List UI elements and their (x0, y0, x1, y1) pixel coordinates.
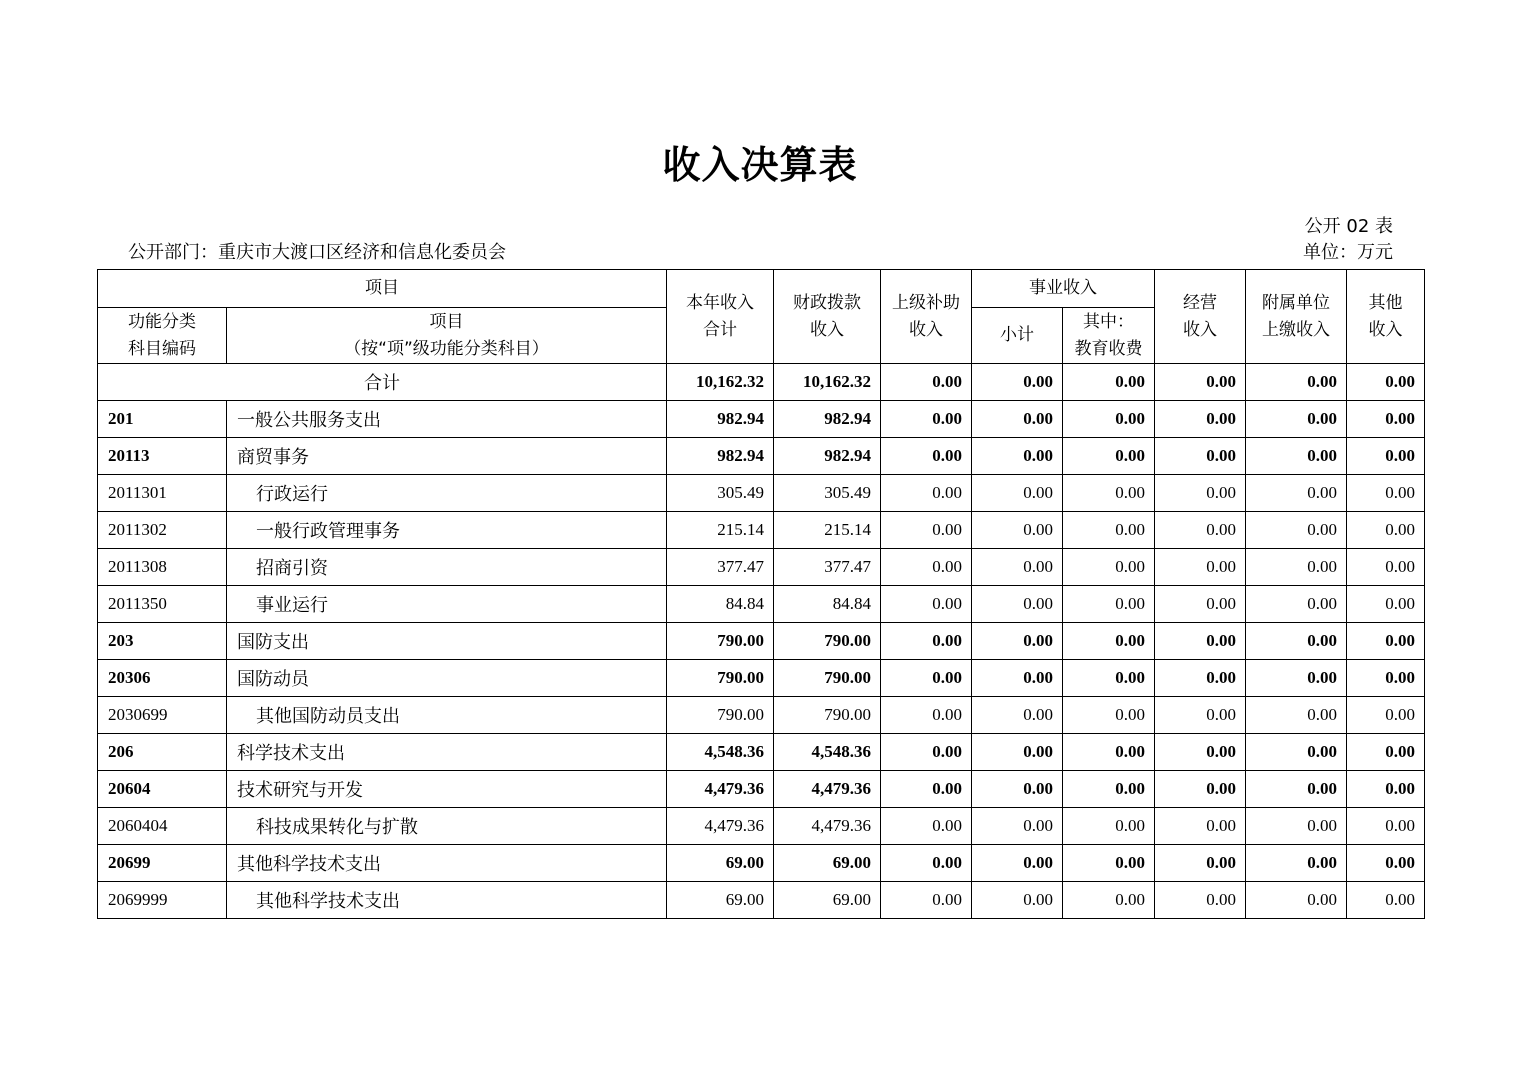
amount-cell: 790.00 (774, 660, 881, 697)
amount-cell: 0.00 (1063, 549, 1155, 586)
total-cell: 0.00 (1347, 364, 1425, 401)
amount-cell: 377.47 (774, 549, 881, 586)
amount-cell: 0.00 (1063, 882, 1155, 919)
amount-cell: 0.00 (1347, 401, 1425, 438)
amount-cell: 0.00 (972, 623, 1063, 660)
amount-cell: 0.00 (1155, 882, 1246, 919)
amount-cell: 0.00 (1246, 475, 1347, 512)
total-row (98, 364, 1425, 401)
amount-cell: 0.00 (972, 808, 1063, 845)
subject-code: 20113 (98, 438, 227, 475)
amount-cell: 4,479.36 (774, 808, 881, 845)
header-total: 本年收入 合计 (667, 270, 774, 364)
amount-cell: 790.00 (667, 697, 774, 734)
table-row (98, 697, 1425, 734)
amount-cell: 4,479.36 (774, 771, 881, 808)
subject-name: 一般行政管理事务 (227, 512, 667, 549)
amount-cell: 0.00 (1347, 845, 1425, 882)
amount-cell: 0.00 (1063, 475, 1155, 512)
amount-cell: 0.00 (881, 586, 972, 623)
table-row (98, 845, 1425, 882)
subject-name: 科学技术支出 (227, 734, 667, 771)
table-row (98, 549, 1425, 586)
amount-cell: 0.00 (881, 771, 972, 808)
amount-cell: 0.00 (1155, 771, 1246, 808)
amount-cell: 0.00 (972, 438, 1063, 475)
amount-cell: 0.00 (1155, 549, 1246, 586)
amount-cell: 0.00 (1063, 623, 1155, 660)
amount-cell: 0.00 (1246, 771, 1347, 808)
amount-cell: 0.00 (972, 882, 1063, 919)
header-fiscal: 财政拨款 收入 (774, 270, 881, 364)
amount-cell: 0.00 (1347, 734, 1425, 771)
amount-cell: 0.00 (1155, 660, 1246, 697)
amount-cell: 0.00 (1155, 438, 1246, 475)
amount-cell: 0.00 (972, 549, 1063, 586)
amount-cell: 0.00 (972, 512, 1063, 549)
amount-cell: 0.00 (1063, 734, 1155, 771)
table-row (98, 512, 1425, 549)
amount-cell: 982.94 (774, 401, 881, 438)
header-career-edu: 其中： 教育收费 (1063, 308, 1155, 364)
amount-cell: 69.00 (774, 845, 881, 882)
total-cell: 0.00 (1246, 364, 1347, 401)
table-header (98, 270, 1425, 364)
amount-cell: 0.00 (1347, 512, 1425, 549)
header-affiliate: 附属单位 上缴收入 (1246, 270, 1347, 364)
amount-cell: 0.00 (1246, 660, 1347, 697)
amount-cell: 0.00 (1063, 512, 1155, 549)
amount-cell: 0.00 (1155, 734, 1246, 771)
amount-cell: 0.00 (972, 475, 1063, 512)
amount-cell: 790.00 (667, 623, 774, 660)
amount-cell: 0.00 (1155, 512, 1246, 549)
subject-code: 2011350 (98, 586, 227, 623)
amount-cell: 982.94 (774, 438, 881, 475)
table-row (98, 808, 1425, 845)
amount-cell: 215.14 (774, 512, 881, 549)
total-cell: 0.00 (972, 364, 1063, 401)
amount-cell: 0.00 (972, 697, 1063, 734)
amount-cell: 0.00 (1246, 512, 1347, 549)
header-superior: 上级补助 收入 (881, 270, 972, 364)
amount-cell: 0.00 (1063, 845, 1155, 882)
amount-cell: 0.00 (1246, 438, 1347, 475)
amount-cell: 0.00 (972, 401, 1063, 438)
amount-cell: 0.00 (972, 586, 1063, 623)
table-row (98, 882, 1425, 919)
table-row (98, 623, 1425, 660)
subject-name: 其他科学技术支出 (227, 882, 667, 919)
amount-cell: 0.00 (1155, 808, 1246, 845)
amount-cell: 215.14 (667, 512, 774, 549)
subject-code: 20699 (98, 845, 227, 882)
subject-name: 科技成果转化与扩散 (227, 808, 667, 845)
amount-cell: 0.00 (1155, 401, 1246, 438)
amount-cell: 69.00 (667, 845, 774, 882)
amount-cell: 0.00 (881, 438, 972, 475)
amount-cell: 0.00 (1347, 882, 1425, 919)
amount-cell: 4,548.36 (667, 734, 774, 771)
amount-cell: 84.84 (774, 586, 881, 623)
header-career: 事业收入 (972, 270, 1155, 308)
amount-cell: 0.00 (1246, 697, 1347, 734)
subject-name: 其他国防动员支出 (227, 697, 667, 734)
subject-name: 国防动员 (227, 660, 667, 697)
amount-cell: 982.94 (667, 401, 774, 438)
amount-cell: 0.00 (881, 549, 972, 586)
amount-cell: 69.00 (774, 882, 881, 919)
amount-cell: 0.00 (1155, 475, 1246, 512)
subject-code: 2011308 (98, 549, 227, 586)
amount-cell: 0.00 (1347, 771, 1425, 808)
total-cell: 10,162.32 (667, 364, 774, 401)
amount-cell: 305.49 (774, 475, 881, 512)
income-table (97, 269, 1425, 919)
amount-cell: 0.00 (881, 697, 972, 734)
unit-label: 单位：万元 (1303, 242, 1393, 263)
amount-cell: 4,479.36 (667, 771, 774, 808)
amount-cell: 4,479.36 (667, 808, 774, 845)
total-cell: 0.00 (1063, 364, 1155, 401)
subject-code: 203 (98, 623, 227, 660)
subject-code: 2069999 (98, 882, 227, 919)
header-code: 功能分类 科目编码 (98, 308, 227, 364)
amount-cell: 0.00 (972, 660, 1063, 697)
subject-code: 206 (98, 734, 227, 771)
amount-cell: 0.00 (1246, 549, 1347, 586)
amount-cell: 0.00 (881, 512, 972, 549)
amount-cell: 0.00 (1347, 586, 1425, 623)
amount-cell: 69.00 (667, 882, 774, 919)
amount-cell: 0.00 (1063, 438, 1155, 475)
form-number: 公开 02 表 (1304, 216, 1393, 237)
amount-cell: 0.00 (1347, 438, 1425, 475)
amount-cell: 0.00 (1063, 586, 1155, 623)
table-row (98, 475, 1425, 512)
subject-name: 商贸事务 (227, 438, 667, 475)
amount-cell: 0.00 (1155, 845, 1246, 882)
subject-name: 其他科学技术支出 (227, 845, 667, 882)
amount-cell: 0.00 (972, 734, 1063, 771)
table-body (98, 364, 1425, 919)
amount-cell: 0.00 (972, 845, 1063, 882)
amount-cell: 0.00 (1246, 845, 1347, 882)
total-label: 合计 (98, 364, 667, 401)
table-row (98, 734, 1425, 771)
amount-cell: 0.00 (1246, 401, 1347, 438)
subject-name: 事业运行 (227, 586, 667, 623)
table-row (98, 438, 1425, 475)
amount-cell: 0.00 (1347, 808, 1425, 845)
amount-cell: 0.00 (1347, 697, 1425, 734)
amount-cell: 790.00 (667, 660, 774, 697)
amount-cell: 0.00 (1063, 771, 1155, 808)
amount-cell: 0.00 (1155, 586, 1246, 623)
amount-cell: 0.00 (1246, 808, 1347, 845)
header-career-subtotal: 小计 (972, 308, 1063, 364)
subject-code: 201 (98, 401, 227, 438)
subject-code: 2030699 (98, 697, 227, 734)
amount-cell: 0.00 (1155, 697, 1246, 734)
table-row (98, 586, 1425, 623)
department-label: 公开部门：重庆市大渡口区经济和信息化委员会 (128, 242, 506, 263)
amount-cell: 0.00 (1063, 401, 1155, 438)
amount-cell: 0.00 (1347, 549, 1425, 586)
amount-cell: 0.00 (1347, 623, 1425, 660)
amount-cell: 0.00 (881, 401, 972, 438)
amount-cell: 0.00 (881, 475, 972, 512)
amount-cell: 0.00 (1063, 808, 1155, 845)
table-row (98, 660, 1425, 697)
amount-cell: 84.84 (667, 586, 774, 623)
header-operating: 经营 收入 (1155, 270, 1246, 364)
header-item: 项目 (98, 270, 667, 308)
amount-cell: 0.00 (972, 771, 1063, 808)
amount-cell: 4,548.36 (774, 734, 881, 771)
amount-cell: 0.00 (1246, 623, 1347, 660)
subject-name: 招商引资 (227, 549, 667, 586)
subject-name: 技术研究与开发 (227, 771, 667, 808)
header-other: 其他 收入 (1347, 270, 1425, 364)
table-row (98, 771, 1425, 808)
subject-name: 国防支出 (227, 623, 667, 660)
amount-cell: 0.00 (1347, 660, 1425, 697)
subject-code: 20604 (98, 771, 227, 808)
amount-cell: 0.00 (881, 845, 972, 882)
amount-cell: 0.00 (1246, 586, 1347, 623)
subject-code: 2011301 (98, 475, 227, 512)
amount-cell: 0.00 (1063, 660, 1155, 697)
subject-name: 行政运行 (227, 475, 667, 512)
amount-cell: 0.00 (1155, 623, 1246, 660)
amount-cell: 0.00 (881, 808, 972, 845)
amount-cell: 982.94 (667, 438, 774, 475)
amount-cell: 0.00 (1246, 882, 1347, 919)
amount-cell: 790.00 (774, 697, 881, 734)
subject-code: 2011302 (98, 512, 227, 549)
amount-cell: 0.00 (881, 623, 972, 660)
table-row (98, 401, 1425, 438)
amount-cell: 0.00 (1063, 697, 1155, 734)
total-cell: 0.00 (1155, 364, 1246, 401)
page-title: 收入决算表 (662, 143, 858, 187)
amount-cell: 0.00 (881, 882, 972, 919)
subject-code: 2060404 (98, 808, 227, 845)
amount-cell: 790.00 (774, 623, 881, 660)
subject-code: 20306 (98, 660, 227, 697)
amount-cell: 0.00 (1246, 734, 1347, 771)
amount-cell: 0.00 (881, 734, 972, 771)
amount-cell: 377.47 (667, 549, 774, 586)
total-cell: 10,162.32 (774, 364, 881, 401)
amount-cell: 0.00 (881, 660, 972, 697)
amount-cell: 0.00 (1347, 475, 1425, 512)
header-name: 项目 （按“项”级功能分类科目） (227, 308, 667, 364)
total-cell: 0.00 (881, 364, 972, 401)
amount-cell: 305.49 (667, 475, 774, 512)
subject-name: 一般公共服务支出 (227, 401, 667, 438)
